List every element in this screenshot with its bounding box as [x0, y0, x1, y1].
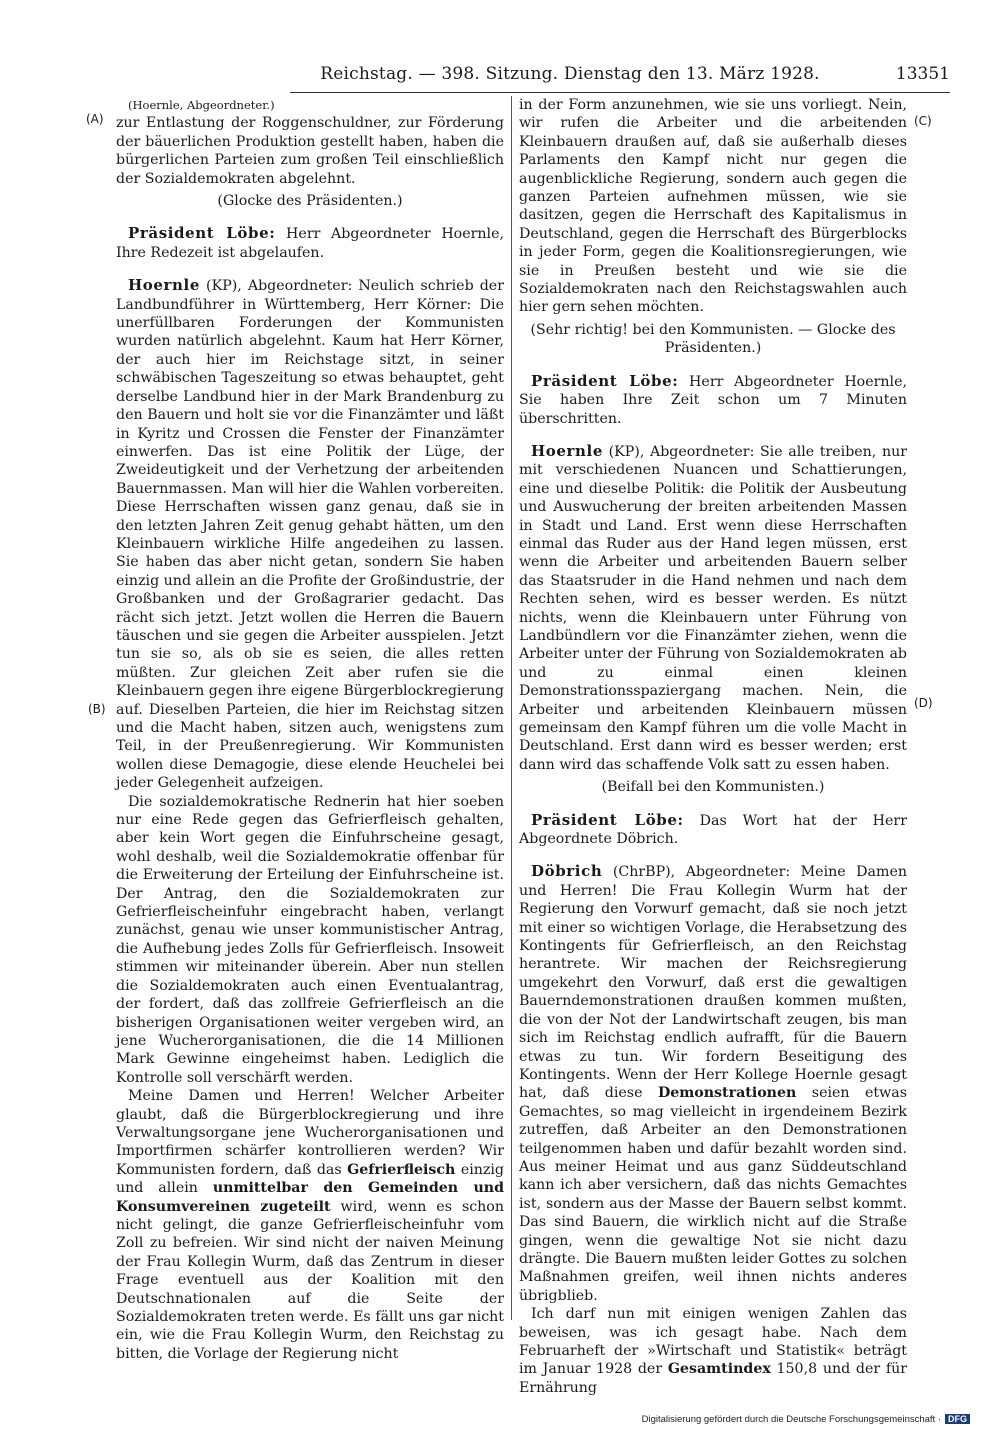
speech-text: Herr Abgeordneter Hoernle, Ihre Redezeit ist abgelaufen. — [116, 226, 504, 261]
emphasis: unmittelbar den Gemeinden und Konsumvereinen zugeteilt — [116, 1180, 505, 1215]
speech-paragraph — [519, 442, 907, 774]
speaker-name: Döbrich — [531, 862, 603, 881]
dfg-logo: DFG — [945, 1414, 970, 1424]
speaker-name: Präsident Löbe: — [531, 810, 684, 829]
left-column — [116, 96, 504, 1363]
text-run: einzig und allein — [116, 1161, 504, 1197]
paragraph: zur Entlastung der Roggenschuldner, zur Förderung der bäuerlichen Produktion gestellt haben, haben die bürgerlichen Parteien zum großen Teil einschließlich der Sozialdemokraten abgelehnt. — [116, 115, 504, 187]
speech-paragraph — [519, 862, 907, 1305]
stage-direction: (Sehr richtig! bei den Kommunisten. — Glocke des Präsidenten.) — [530, 321, 896, 357]
text-run: Meine Damen und Herren! Welcher Arbeiter glaubt, daß die Bürgerblockregierung und ihre Verwaltungsorgane jene Wucherorganisationen und Importfirmen schärfer kontrollieren werden? Wir Kommunisten fordern, daß das — [116, 1088, 504, 1178]
emphasis: Gesamtindex — [667, 1361, 771, 1378]
paragraph: in der Form anzunehmen, wie sie uns vorliegt. Nein, wir rufen die Arbeiter und die arbeitenden Kleinbauern draußen auf, daß sie außerhalb dieses Parlaments den Kampf nicht nur gegen die augenblickliche Regierung, sondern auch gegen die ganzen Parteien aufnehmen müssen, wie sie dasitzen, gegen die Herrschaft des Kapitalismus in Deutschland, gegen die Herrschaft des Bürgerblocks in jeder Form, gegen die Koalitionsregierungen, wie sie in Preußen besteht und wie sie die Sozialdemokraten nach den Reichstagswahlen auch hier gern sehen möchten. — [519, 97, 907, 316]
margin-marker-a: (A) — [86, 112, 104, 126]
page-number: 13351 — [895, 64, 950, 84]
running-head: Reichstag. — 398. Sitzung. Dienstag den 13. März 1928. — [320, 64, 820, 84]
speaker-name: Hoernle — [128, 276, 200, 295]
speech-paragraph — [116, 276, 504, 792]
text-run: (ChrBP), Abgeordneter: Meine Damen und Herren! Die Frau Kollegin Wurm hat der Regierung den Vorwurf gemacht, daß sie noch jetzt mit einer so wichtigen Vorlage, die Herabsetzung des Kontingents für Gefrierfleisch, an den Reichstag herantrete. Wir machen der Reichsregierung umgekehrt den Vorwurf, daß erst die gewaltigen Bauerndemonstrationen draußen kommen mußten, die von der Not der Landwirtschaft zeugen, bis man sich im Reichstag endlich aufrafft, für die Bauern etwas zu tun. Wir fordern Beseitigung des Kontingents. Wenn der Herr Kollege Hoernle gesagt hat, daß diese — [519, 864, 907, 1102]
stage-direction: (Glocke des Präsidenten.) — [217, 193, 403, 210]
speaker-name: Hoernle — [531, 441, 603, 460]
credit-text: Digitalisierung gefördert durch die Deutsche Forschungsgemeinschaft · — [641, 1414, 941, 1425]
speech-paragraph — [519, 372, 907, 428]
right-column — [519, 96, 907, 1397]
emphasis: Gefrierfleisch — [347, 1161, 456, 1178]
stage-direction: (Beifall bei den Kommunisten.) — [601, 779, 825, 796]
text-run: Ich darf nun mit einigen wenigen Zahlen das beweisen, was ich gesagt habe. Nach dem Februarheft der »Wirtschaft und Statistik« beträgt im Januar 1928 der — [519, 1306, 907, 1378]
paragraph: Die sozialdemokratische Rednerin hat hier soeben nur eine Rede gegen das Gefrierfleisch gehalten, aber kein Wort gegen die Einfuhrscheine gesagt, wohl deshalb, weil die Sozialdemokratie offenbar für die Erweiterung der Erteilung der Einfuhrscheine ist. Der Antrag, den die Sozialdemokraten zur Gefrierfleischeinfuhr eingebracht haben, verlangt zunächst, genau wie unser kommunistischer Antrag, die Aufhebung jedes Zolls für Gefrierfleisch. Insoweit stimmen wir miteinander überein. Aber nun stellen die Sozialdemokraten auch einen Eventualantrag, der fordert, daß das zollfreie Gefrierfleisch an die bisherigen Organisationen weiter vergeben wird, an jene Wucherorganisationen, die die 14 Millionen Mark Gewinne eingeheimst haben. Lediglich die Kontrolle soll verschärft werden. — [116, 793, 504, 1086]
margin-marker-d: (D) — [914, 696, 933, 710]
text-run: 150,8 und der für Ernährung — [519, 1361, 907, 1396]
speaker-name: Präsident Löbe: — [531, 371, 679, 390]
speech-text: Herr Abgeordneter Hoernle, Sie haben Ihre Zeit schon um 7 Minuten überschritten. — [519, 373, 907, 427]
emphasis: Demonstrationen — [657, 1085, 797, 1102]
speech-text: Das Wort hat der Herr Abgeordnete Döbrich. — [519, 812, 907, 848]
speech-paragraph — [116, 224, 504, 262]
paragraph — [519, 1305, 907, 1397]
speaker-name: Präsident Löbe: — [128, 224, 276, 243]
paragraph — [116, 1087, 504, 1363]
column-divider — [511, 96, 512, 1320]
text-run: seien etwas Gemachtes, so mag vielleicht in irgendeinem Bezirk zutreffen, daß Arbeiter an den Demonstrationen teilgenommen haben und dafür bezahlt worden sind. Aus meiner Heimat und aus ganz Süddeutschland kann ich aber versichern, daß das nichts Gemachtes ist, sondern aus der Masse der Bauern selbst kommt. Das sind Bauern, die wirklich nicht auf die Straße gingen, wenn die gewaltige Not sie nicht dazu drängte. Die Bauern mußten leider Gottes zu solchen Maßnahmen greifen, weil ihnen nichts anderes übrigblieb. — [519, 1085, 908, 1304]
digitization-credit — [642, 1414, 970, 1425]
margin-marker-c: (C) — [914, 114, 932, 128]
speech-text: (KP), Abgeordneter: Neulich schrieb der Landbundführer in Württemberg, Herr Körner: Die unerfüllbaren Forderungen der Kommunisten wurden natürlich abgelehnt. Kaum hat Herr Körner, der auch hier im Reichstage sitzt, in seiner schwäbischen Tageszeitung so etwas behauptet, geht derselbe Landbund hier in der Mark Brandenburg zu den Bauern und holt sie vor die Finanzämter und läßt in Kyritz und Crossen die Fenster der Finanzämter einwerfen. Das ist eine Politik der Lüge, der Zweideutigkeit und der Verhetzung der arbeitenden Bauernmassen. Man will hier die Wahlen vorbereiten. Diese Herrschaften wissen ganz genau, daß sie in den letzten Jahren Zeit genug gehabt hätten, um den Kleinbauern wirkliche Hilfe angedeihen zu lassen. Sie haben das aber nicht getan, sondern Sie haben einzig und allein an die Profite der Großindustrie, der Großbanken und der Großagrarier gedacht. Das rächt sich jetzt. Jetzt wollen die Herren die Bauern täuschen und sie gegen die Arbeiter ausspielen. Jetzt tun sie so, als ob sie es seien, die alles retten müßten. Zur gleichen Zeit aber rufen sie die Kleinbauern gegen ihre eigene Bürgerblockregierung auf. Dieselben Parteien, die hier im Reichstag sitzen und die Macht haben, sitzen auch, wenigstens zum Teil, in der Preußenregierung. Wir Kommunisten wollen diese Demagogie, diese elende Heuchelei bei jeder Gelegenheit aufzeigen. — [116, 278, 505, 792]
speech-paragraph — [519, 811, 907, 849]
margin-marker-b: (B) — [88, 702, 106, 716]
speaker-continuation: (Hoernle, Abgeordneter.) — [128, 98, 275, 112]
speech-text: (KP), Abgeordneter: Sie alle treiben, nur mit verschiedenen Nuancen und Schattierungen, eine und dieselbe Politik: die Politik der Ausbeutung und Auswucherung der breiten arbeitenden Massen in Stadt und Land. Erst wenn diese Herrschaften einmal das Ruder aus der Hand legen müssen, erst wenn die Arbeiter und arbeitenden Bauern selber das Staatsruder in die Hand nehmen und nach dem Rechten sehen, wird es besser werden. Es nützt nichts, wenn die Kleinbauern unter Führung von Landbündlern vor die Finanzämter ziehen, wenn die Arbeiter unter der Führung von Sozialdemokraten ab und zu einmal einen kleinen Demonstrationsspaziergang machen. Nein, die Arbeiter und arbeitenden Kleinbauern müssen gemeinsam den Kampf führen um die volle Macht in Deutschland. Erst dann wird es besser werden; erst dann wird das schaffende Volk satt zu essen haben. — [519, 443, 907, 773]
text-run: wird, wenn es schon nicht gelingt, die ganze Gefrierfleischeinfuhr vom Zoll zu befreien. Wir sind nicht der naiven Meinung der Frau Kollegin Wurm, daß das Zentrum in dieser Frage eventuell aus der Koalition mit den Deutschnationalen auf die Seite der Sozialdemokraten treten werde. Es fällt uns gar nicht ein, wie die Frau Kollegin Wurm, den Reichstag zu bitten, die Vorlage der Regierung nicht — [116, 1198, 504, 1362]
page-header — [290, 64, 950, 93]
